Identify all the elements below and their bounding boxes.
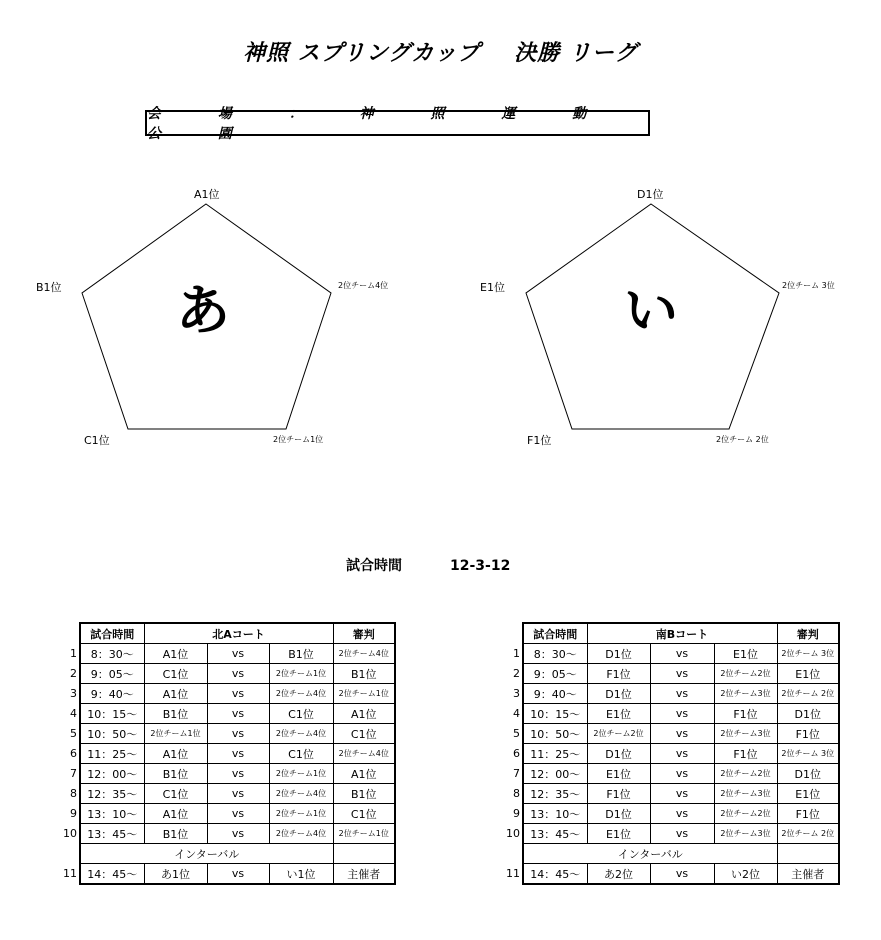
team-b: 2位チーム1位 xyxy=(269,804,333,824)
team-a: C1位 xyxy=(144,784,207,804)
row-number: 1 xyxy=(513,647,520,660)
header-time: 試合時間 xyxy=(80,623,144,644)
team-a: D1位 xyxy=(587,744,650,764)
team-a: E1位 xyxy=(587,764,650,784)
team-b: 2位チーム3位 xyxy=(714,724,777,744)
match-time: 12：35～ xyxy=(523,784,587,804)
league-i-name: い xyxy=(624,279,678,342)
referee: D1位 xyxy=(777,764,839,784)
team-a: F1位 xyxy=(587,784,650,804)
venue-box: 会 場 ： 神 照 運 動 公 園 xyxy=(145,110,650,136)
team-a: D1位 xyxy=(587,804,650,824)
row-number: 6 xyxy=(70,747,77,760)
interval-referee-blank xyxy=(333,844,395,864)
referee: 2位チーム1位 xyxy=(333,824,395,844)
table-row xyxy=(505,704,839,724)
row-number: 4 xyxy=(70,707,77,720)
referee: C1位 xyxy=(333,724,395,744)
team-b: 2位チーム3位 xyxy=(714,824,777,844)
vs-label: vs xyxy=(207,804,269,824)
team-b: F1位 xyxy=(714,744,777,764)
team-b: 2位チーム4位 xyxy=(269,784,333,804)
team-a: A1位 xyxy=(144,744,207,764)
team-b: い1位 xyxy=(269,864,333,885)
team-a: D1位 xyxy=(587,644,650,664)
vs-label: vs xyxy=(650,684,714,704)
match-time: 9：05～ xyxy=(523,664,587,684)
row-number: 11 xyxy=(506,867,520,881)
vs-label: vs xyxy=(650,644,714,664)
team-a: B1位 xyxy=(144,704,207,724)
match-time: 13：45～ xyxy=(80,824,144,844)
team-a: 2位チーム1位 xyxy=(144,724,207,744)
team-a: B1位 xyxy=(144,764,207,784)
vs-label: vs xyxy=(650,804,714,824)
referee: E1位 xyxy=(777,784,839,804)
row-number: 2 xyxy=(70,667,77,680)
league-a-bottom-right-label: 2位チーム1位 xyxy=(273,435,324,444)
table-row xyxy=(62,644,395,664)
table-row xyxy=(62,804,395,824)
table-row xyxy=(505,824,839,844)
referee: C1位 xyxy=(333,804,395,824)
referee: F1位 xyxy=(777,724,839,744)
vs-label: vs xyxy=(650,704,714,724)
team-b: 2位チーム2位 xyxy=(714,664,777,684)
table-row xyxy=(505,664,839,684)
vs-label: vs xyxy=(650,864,714,885)
match-time: 11：25～ xyxy=(523,744,587,764)
league-a-left-label: B1位 xyxy=(36,281,62,294)
interval-row xyxy=(62,844,395,864)
match-time: 13：10～ xyxy=(523,804,587,824)
vs-label: vs xyxy=(207,864,269,885)
vs-label: vs xyxy=(207,684,269,704)
league-i-right-label: 2位チーム 3位 xyxy=(782,281,835,290)
row-number: 1 xyxy=(70,647,77,660)
match-time: 8：30～ xyxy=(523,644,587,664)
table-row xyxy=(62,764,395,784)
title-main: 神照 スプリングカップ xyxy=(243,41,481,66)
timing-code: 12-3-12 xyxy=(450,558,511,574)
row-number: 7 xyxy=(513,767,520,780)
team-b: B1位 xyxy=(269,644,333,664)
table-header-row xyxy=(505,623,839,644)
row-number: 3 xyxy=(70,687,77,700)
row-number: 7 xyxy=(70,767,77,780)
interval-label: インターバル xyxy=(80,844,333,864)
team-b: 2位チーム4位 xyxy=(269,684,333,704)
referee: 主催者 xyxy=(333,864,395,885)
team-b: 2位チーム4位 xyxy=(269,724,333,744)
vs-label: vs xyxy=(207,784,269,804)
team-b: E1位 xyxy=(714,644,777,664)
interval-row xyxy=(505,844,839,864)
match-time: 13：10～ xyxy=(80,804,144,824)
row-number: 3 xyxy=(513,687,520,700)
table-row xyxy=(505,764,839,784)
final-row xyxy=(505,864,839,885)
team-b: C1位 xyxy=(269,744,333,764)
match-time: 9：40～ xyxy=(80,684,144,704)
team-a: A1位 xyxy=(144,684,207,704)
vs-label: vs xyxy=(650,724,714,744)
match-timing xyxy=(346,555,510,575)
match-time: 10：15～ xyxy=(523,704,587,724)
referee: 2位チーム4位 xyxy=(333,744,395,764)
vs-label: vs xyxy=(207,704,269,724)
schedule-table-south xyxy=(505,622,840,885)
table-row xyxy=(62,664,395,684)
team-a: 2位チーム2位 xyxy=(587,724,650,744)
table-row xyxy=(505,784,839,804)
referee: 2位チーム4位 xyxy=(333,644,395,664)
table-row xyxy=(505,804,839,824)
match-time: 10：15～ xyxy=(80,704,144,724)
table-row xyxy=(62,784,395,804)
league-i-left-label: E1位 xyxy=(480,281,505,294)
team-a: E1位 xyxy=(587,824,650,844)
table-row xyxy=(505,684,839,704)
match-time: 12：00～ xyxy=(80,764,144,784)
league-i-top-label: D1位 xyxy=(637,188,664,201)
league-a-bottom-left-label: C1位 xyxy=(84,434,110,447)
team-b: F1位 xyxy=(714,704,777,724)
team-a: B1位 xyxy=(144,824,207,844)
page-title xyxy=(0,36,881,67)
row-number: 10 xyxy=(63,827,77,840)
team-a: F1位 xyxy=(587,664,650,684)
referee: E1位 xyxy=(777,664,839,684)
header-court: 南Bコート xyxy=(587,623,777,644)
row-number-spacer xyxy=(62,623,80,644)
team-a: E1位 xyxy=(587,704,650,724)
header-referee: 審判 xyxy=(777,623,839,644)
row-number: 9 xyxy=(513,807,520,820)
match-time: 8：30～ xyxy=(80,644,144,664)
row-number-spacer xyxy=(505,844,523,864)
referee: A1位 xyxy=(333,764,395,784)
table-header-row xyxy=(62,623,395,644)
referee: F1位 xyxy=(777,804,839,824)
row-number-spacer xyxy=(62,844,80,864)
table-row xyxy=(505,744,839,764)
row-number: 8 xyxy=(70,787,77,800)
match-time: 10：50～ xyxy=(80,724,144,744)
vs-label: vs xyxy=(207,644,269,664)
header-referee: 審判 xyxy=(333,623,395,644)
table-row xyxy=(505,644,839,664)
row-number: 10 xyxy=(506,827,520,840)
team-a: A1位 xyxy=(144,804,207,824)
match-time: 11：25～ xyxy=(80,744,144,764)
match-time: 13：45～ xyxy=(523,824,587,844)
table-row xyxy=(62,824,395,844)
referee: 主催者 xyxy=(777,864,839,885)
row-number-spacer xyxy=(505,623,523,644)
row-number: 5 xyxy=(513,727,520,740)
league-a-right-label: 2位チーム4位 xyxy=(338,281,389,290)
vs-label: vs xyxy=(207,664,269,684)
match-time: 9：40～ xyxy=(523,684,587,704)
row-number: 6 xyxy=(513,747,520,760)
league-i-bottom-right-label: 2位チーム 2位 xyxy=(716,435,769,444)
team-a: D1位 xyxy=(587,684,650,704)
schedule-table-north xyxy=(62,622,396,885)
match-time: 10：50～ xyxy=(523,724,587,744)
referee: 2位チーム1位 xyxy=(333,684,395,704)
table-row xyxy=(62,704,395,724)
match-time: 14：45～ xyxy=(80,864,144,885)
header-court: 北Aコート xyxy=(144,623,333,644)
row-number: 11 xyxy=(63,867,77,881)
table-row xyxy=(62,744,395,764)
match-time: 12：00～ xyxy=(523,764,587,784)
team-b: 2位チーム2位 xyxy=(714,764,777,784)
team-a: あ2位 xyxy=(587,864,650,885)
team-b: 2位チーム1位 xyxy=(269,664,333,684)
vs-label: vs xyxy=(650,784,714,804)
vs-label: vs xyxy=(207,724,269,744)
team-a: C1位 xyxy=(144,664,207,684)
league-i-bottom-left-label: F1位 xyxy=(527,434,552,447)
league-a-name: あ xyxy=(176,279,230,342)
timing-label: 試合時間 xyxy=(346,558,402,574)
team-a: A1位 xyxy=(144,644,207,664)
team-b: C1位 xyxy=(269,704,333,724)
row-number: 8 xyxy=(513,787,520,800)
vs-label: vs xyxy=(650,744,714,764)
vs-label: vs xyxy=(207,824,269,844)
vs-label: vs xyxy=(207,744,269,764)
referee: 2位チーム 3位 xyxy=(777,744,839,764)
interval-label: インターバル xyxy=(523,844,777,864)
table-row xyxy=(62,684,395,704)
vs-label: vs xyxy=(207,764,269,784)
match-time: 14：45～ xyxy=(523,864,587,885)
table-row xyxy=(505,724,839,744)
row-number: 5 xyxy=(70,727,77,740)
header-time: 試合時間 xyxy=(523,623,587,644)
referee: A1位 xyxy=(333,704,395,724)
team-b: 2位チーム4位 xyxy=(269,824,333,844)
referee: 2位チーム 2位 xyxy=(777,824,839,844)
team-a: あ1位 xyxy=(144,864,207,885)
referee: 2位チーム 2位 xyxy=(777,684,839,704)
final-row xyxy=(62,864,395,885)
referee: B1位 xyxy=(333,784,395,804)
match-time: 9：05～ xyxy=(80,664,144,684)
vs-label: vs xyxy=(650,664,714,684)
vs-label: vs xyxy=(650,764,714,784)
team-b: 2位チーム3位 xyxy=(714,684,777,704)
referee: D1位 xyxy=(777,704,839,724)
referee: 2位チーム 3位 xyxy=(777,644,839,664)
row-number: 9 xyxy=(70,807,77,820)
title-suffix: 決勝 リーグ xyxy=(514,41,638,66)
interval-referee-blank xyxy=(777,844,839,864)
referee: B1位 xyxy=(333,664,395,684)
row-number: 4 xyxy=(513,707,520,720)
team-b: 2位チーム3位 xyxy=(714,784,777,804)
league-a-top-label: A1位 xyxy=(194,188,220,201)
row-number: 2 xyxy=(513,667,520,680)
vs-label: vs xyxy=(650,824,714,844)
table-row xyxy=(62,724,395,744)
match-time: 12：35～ xyxy=(80,784,144,804)
team-b: い2位 xyxy=(714,864,777,885)
team-b: 2位チーム2位 xyxy=(714,804,777,824)
team-b: 2位チーム1位 xyxy=(269,764,333,784)
